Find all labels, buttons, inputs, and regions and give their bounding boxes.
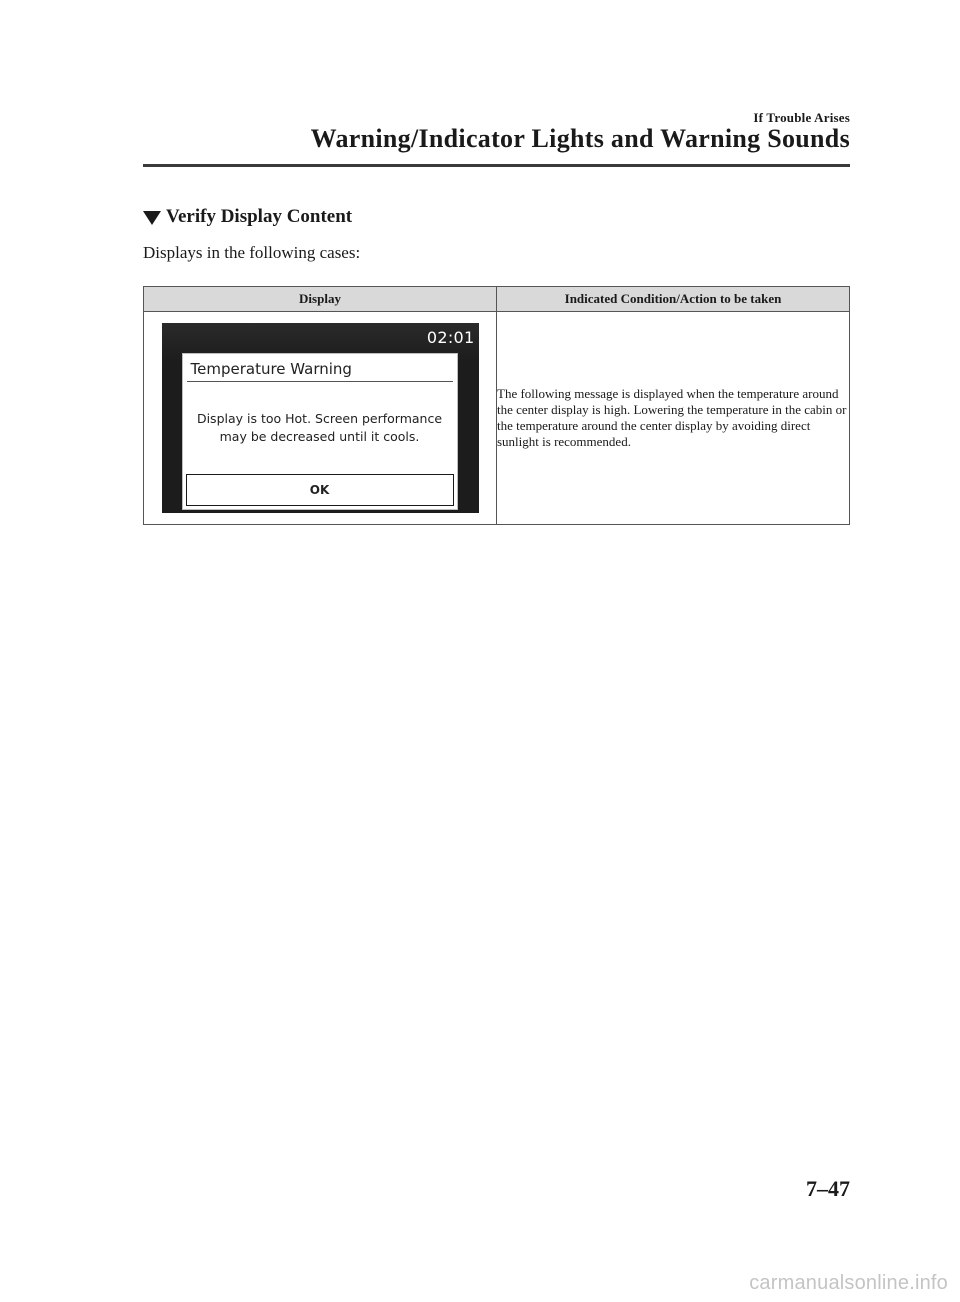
triangle-down-icon (143, 211, 161, 225)
running-header-section: If Trouble Arises (753, 110, 850, 125)
running-header-title: Warning/Indicator Lights and Warning Sounds (310, 124, 850, 153)
dialog-divider (187, 381, 453, 382)
dialog-message (189, 410, 451, 446)
table-row (144, 312, 850, 525)
intro-text: Displays in the following cases: (143, 243, 361, 262)
header-divider (143, 164, 850, 167)
temperature-warning-dialog (182, 353, 458, 510)
dialog-title: Temperature Warning (190, 360, 352, 378)
watermark-text: carmanualsonline.info (749, 1272, 948, 1294)
center-display-screenshot (162, 323, 479, 513)
column-header-display: Display (144, 287, 497, 312)
display-content-table (143, 286, 850, 525)
screen-clock: 02:01 (426, 328, 475, 347)
dialog-message-line2: may be decreased until it cools. (219, 429, 420, 444)
column-header-condition: Indicated Condition/Action to be taken (497, 287, 850, 312)
table-header-row (144, 287, 850, 312)
page-number: 7–47 (806, 1176, 850, 1201)
display-cell (144, 312, 497, 525)
section-heading-text: Verify Display Content (166, 206, 353, 227)
ok-button[interactable]: OK (186, 474, 454, 506)
dialog-message-line1: Display is too Hot. Screen performance (196, 411, 443, 426)
condition-description: The following message is displayed when the temperature around the center display is high. Lowering the temperature in the cabin or the temperature around the center display by avoiding direct sunlight is recommended. (497, 312, 850, 525)
section-heading (143, 206, 352, 228)
